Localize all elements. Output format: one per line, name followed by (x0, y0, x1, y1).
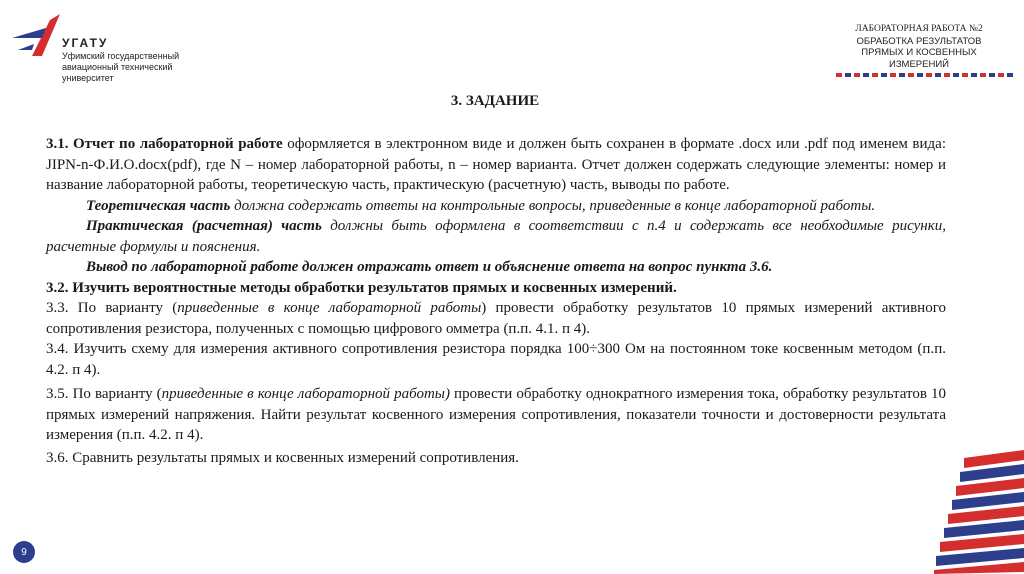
paragraph-3-6: 3.6. Сравнить результаты прямых и косвенных измерений сопротивления. (46, 449, 519, 466)
paragraph-3-4: 3.4. Изучить схему для измерения активного сопротивления резистора порядка 100÷300 Ом на постоянном токе косвенным методом (п.п. 4.2. п 4). (46, 341, 946, 378)
paragraph-3-5-b: провести обработку однократного измерения тока, обработку результатов 10 прямых измерений напряжения. Найти результат косвенного измерения сопротивления, показатели точности и достоверности результата измерения (п.п. 4.2. п 4). (46, 386, 946, 443)
paragraph-3-3-b: ) провести обработку результатов 10 прямых измерений активного сопротивления резистора, полученных с помощью цифрового омметра (п.п. 4.1. п 4). (46, 300, 946, 337)
lab-title-line-2: ОБРАБОТКА РЕЗУЛЬТАТОВ (856, 35, 982, 47)
lab-title-line-4: ИЗМЕРЕНИЙ (888, 58, 949, 70)
lab-title-line-1: ЛАБОРАТОРНАЯ РАБОТА №2 (855, 24, 983, 34)
task-body (46, 134, 946, 468)
paragraph-practice (46, 216, 946, 257)
paragraph-3-5 (46, 384, 946, 446)
paragraph-3-3-italic: приведенные в конце лабораторной работы (177, 300, 482, 316)
paragraph-3-1-text: оформляется в электронном виде и должен быть сохранен в формате .docx или .pdf под именем вида: JIPN-n-Ф.И.О.docx(pdf), где N – номер лабораторной работы, n – номер варианта. Отчет должен содержать следующие элементы: номер и название лабораторной работы, теоретическую часть, практическую (расчетную) часть, выводы по работе. (46, 136, 946, 193)
paragraph-3-3-a: 3.3. По варианту ( (46, 300, 178, 316)
section-title: 3. ЗАДАНИЕ (450, 93, 540, 109)
paragraph-theory-text: должна содержать ответы на контрольные вопросы, приведенные в конце лабораторной работы. (230, 197, 876, 214)
paragraph-3-3 (46, 298, 946, 339)
header-stripe (836, 73, 1014, 77)
paragraph-theory-bold: Теоретическая часть (86, 197, 231, 214)
lab-title-block (844, 24, 994, 70)
ugatu-logo-icon (12, 14, 62, 56)
decorative-flag-stripes (934, 450, 1024, 574)
paragraph-practice-text: должны быть оформлена в соответствии с п.4 и содержать все необходимые рисунки, расчетные формулы и пояснения. (46, 218, 947, 255)
university-abbreviation: УГАТУ (62, 36, 109, 50)
lab-title-line-3: ПРЯМЫХ И КОСВЕННЫХ (861, 47, 977, 58)
paragraph-3-5-italic: приведенные в конце лабораторной работы) (161, 386, 450, 402)
paragraph-theory (46, 196, 946, 217)
paragraph-3-2 (46, 278, 946, 299)
paragraph-3-5-a: 3.5. По варианту ( (46, 386, 162, 402)
paragraph-conclusion-text: Вывод по лабораторной работе должен отражать ответ и объяснение ответа на вопрос пункта 3.6. (86, 259, 773, 275)
page-number-badge: 9 (13, 541, 35, 563)
paragraph-3-1-bold: 3.1. Отчет по лабораторной работе (46, 136, 283, 152)
paragraph-practice-bold: Практическая (расчетная) часть (86, 218, 322, 234)
university-name: Уфимский государственный авиационный технический университет (62, 51, 180, 83)
paragraph-conclusion (46, 257, 946, 278)
paragraph-3-2-text: 3.2. Изучить вероятностные методы обработки результатов прямых и косвенных измерений. (46, 279, 677, 296)
paragraph-3-1 (46, 134, 946, 196)
